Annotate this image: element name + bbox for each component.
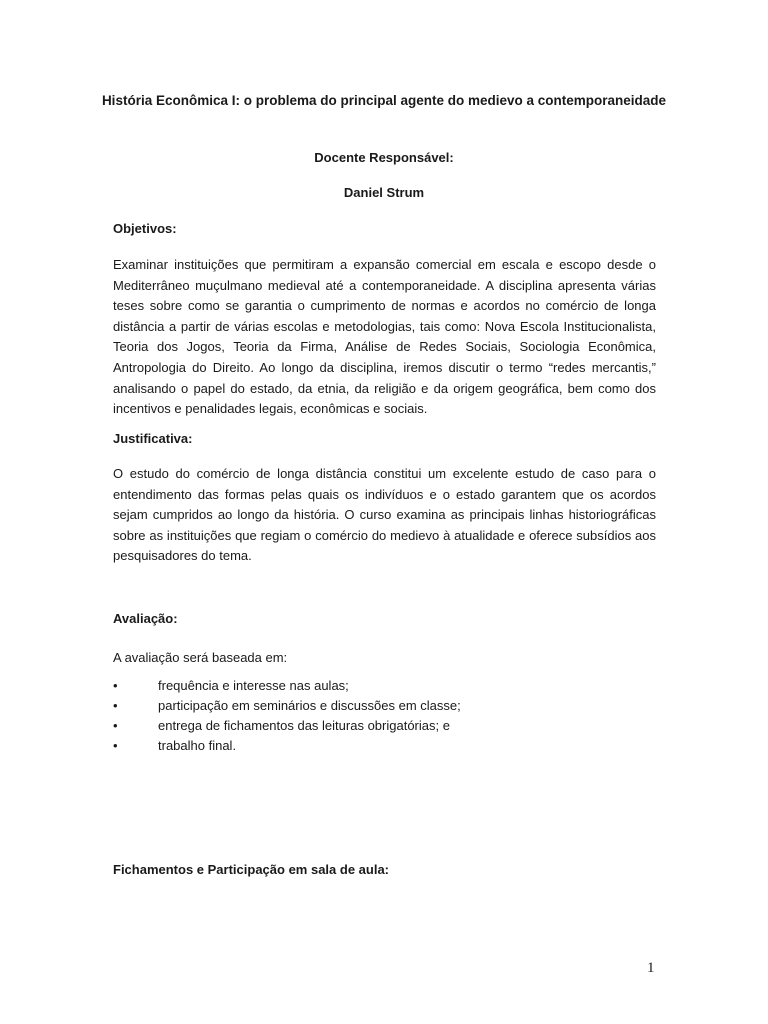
bullet-icon: •: [113, 698, 118, 713]
list-item: [113, 716, 656, 736]
page-number: 1: [647, 960, 655, 976]
docente-name: Daniel Strum: [343, 185, 425, 200]
bullet-icon: •: [113, 678, 118, 693]
objetivos-heading: Objetivos:: [113, 221, 177, 236]
bullet-icon: •: [113, 738, 118, 753]
fichamentos-heading: Fichamentos e Participação em sala de aula:: [113, 862, 390, 877]
list-item-text: entrega de fichamentos das leituras obrigatórias; e: [158, 718, 450, 733]
avaliacao-intro: A avaliação será baseada em:: [113, 650, 288, 665]
list-item: [113, 676, 656, 696]
list-item: [113, 736, 656, 756]
avaliacao-heading: Avaliação:: [113, 611, 178, 626]
docente-label: Docente Responsável:: [314, 150, 454, 165]
list-item-text: frequência e interesse nas aulas;: [158, 678, 349, 693]
avaliacao-list: [113, 676, 656, 756]
bullet-icon: •: [113, 718, 118, 733]
document-title: História Econômica I: o problema do principal agente do medievo a contemporaneidade: [101, 93, 667, 108]
justificativa-paragraph: O estudo do comércio de longa distância constitui um excelente estudo de caso para o entendimento das formas pelas quais os indivíduos e o estado garantem que os acordos sejam cumpridos ao longo da história. O curso examina as principais linhas historiográficas sobre as instituições que regiam o comércio do medievo à atualidade e oferece subsídios aos pesquisadores do tema.: [113, 466, 656, 564]
objetivos-paragraph: Examinar instituições que permitiram a expansão comercial em escala e escopo desde o Mediterrâneo muçulmano medieval até a contemporaneidade. A disciplina apresenta várias teses sobre como se garantia o cumprimento de normas e acordos no comércio de longa distância a partir de várias escolas e metodologias, tais como: Nova Escola Institucionalista, Teoria dos Jogos, Teoria da Firma, Análise de Redes Sociais, Sociologia Econômica, Antropologia do Direito. Ao longo da disciplina, iremos discutir o termo “redes mercantis,” analisando o papel do estado, da etnia, da religião e da origem geográfica, bem como dos incentivos e penalidades legais, econômicas e sociais.: [113, 257, 656, 417]
list-item: [113, 696, 656, 716]
list-item-text: trabalho final.: [158, 738, 237, 753]
list-item-text: participação em seminários e discussões em classe;: [158, 698, 461, 713]
justificativa-heading: Justificativa:: [113, 431, 193, 446]
